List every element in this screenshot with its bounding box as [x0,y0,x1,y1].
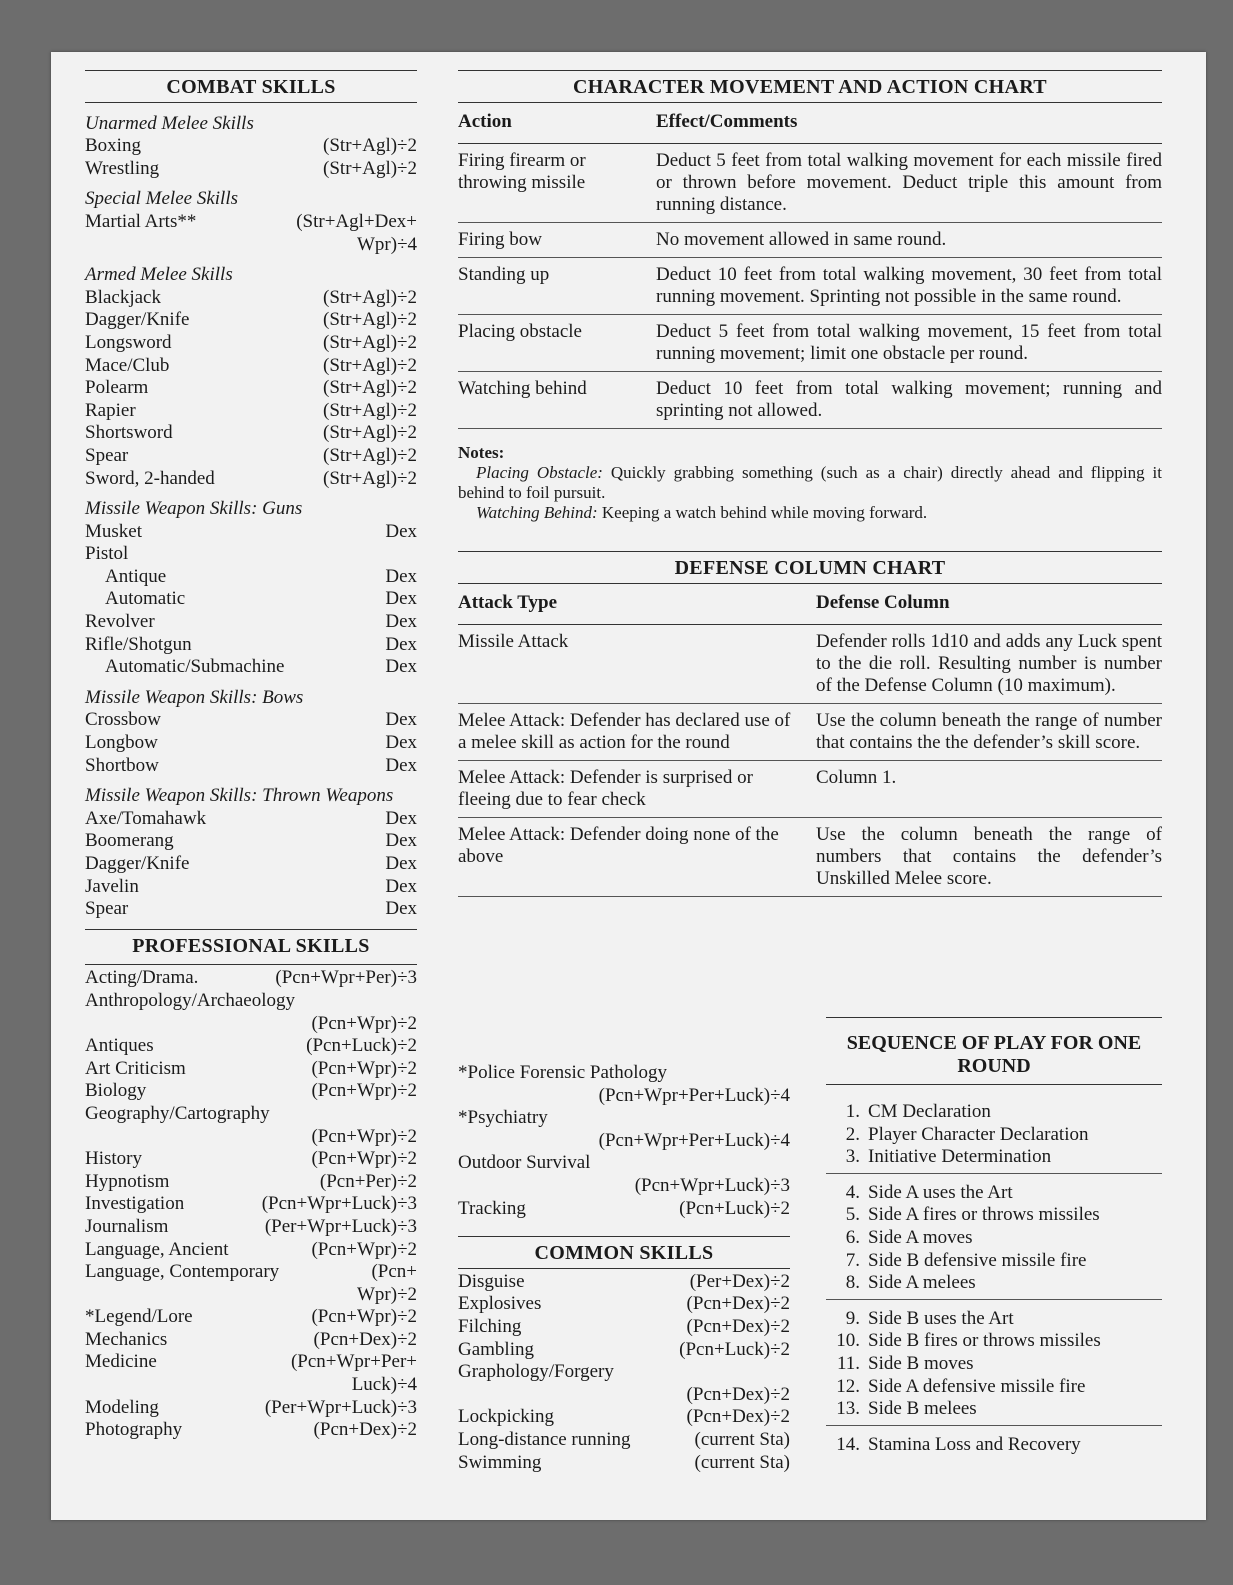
skill-row [85,1080,417,1103]
skill-name: Mace/Club [85,354,170,376]
step-text: CM Declaration [868,1101,991,1122]
skill-formula: (current Sta) [694,1451,790,1473]
skill-row [85,1397,417,1420]
table-cell-text: No movement allowed in same round. [656,223,1162,258]
armed-list [85,287,417,490]
defense-row [458,818,1162,897]
skill-row [85,1306,417,1329]
skill-name: Pistol [85,543,129,565]
notes-label: Notes: [458,443,505,462]
skill-name: Graphology/Forgery [458,1361,614,1383]
step-number: 8. [845,1272,860,1294]
table-cell-text: Deduct 10 feet from total walking movement; running and sprinting not allowed. [656,372,1162,429]
step-number: 9. [845,1307,860,1329]
reference-sheet [51,52,1206,1520]
professional-items-2 [85,1148,417,1261]
skill-row [458,1339,790,1362]
sequence-step [826,1272,1162,1295]
unarmed-list [85,135,417,180]
skill-row [85,1148,417,1171]
skill-name: Rapier [85,399,136,421]
skill-formula: (Str+Agl)÷2 [323,467,417,489]
skill-formula: (Pcn+Wpr+Per+ [290,1351,417,1373]
skill-formula: Dex [385,898,417,920]
movement-row [458,223,1162,258]
skill-name: Shortbow [85,754,159,776]
skill-formula: (Str+Agl)÷2 [323,377,417,399]
skill-row [458,1198,790,1221]
skill-row [85,634,417,657]
table-cell-label: Firing firearm or throwing missile [458,144,656,223]
skill-name: Investigation [85,1193,185,1215]
skill-formula: (Per+Dex)÷2 [689,1270,790,1292]
skill-formula-cont: Wpr)÷4 [356,233,417,255]
skill-name: Outdoor Survival [458,1152,591,1174]
guns-heading: Missile Weapon Skills: Guns [85,498,303,520]
skill-name: Language, Ancient [85,1238,229,1260]
skill-row [85,611,417,634]
skill-formula: (Pcn+Wpr)÷2 [311,1148,417,1170]
note-text: Quickly grabbing something (such as a chair) directly ahead and flipping it behind to foil pursuit. [458,463,1163,502]
skill-row [85,732,417,755]
skill-name: Mechanics [85,1328,168,1350]
skill-formula: (Pcn+Dex)÷2 [686,1383,790,1405]
sequence-step [826,1376,1162,1399]
skill-row [85,1035,417,1058]
skill-row [85,808,417,831]
skill-row [85,1419,417,1442]
skill-formula: Dex [385,520,417,542]
skill-row [85,709,417,732]
skill-row [85,876,417,899]
skill-name: Swimming [458,1451,542,1473]
skill-formula: Dex [385,611,417,633]
step-number: 2. [845,1123,860,1145]
skill-name: Blackjack [85,286,161,308]
skill-row [85,377,417,400]
col-header-defense-column: Defense Column [816,584,1162,625]
defense-row [458,704,1162,761]
table-cell-text: Use the column beneath the range of numbers that contains the defender’s Unskilled Melee score. [816,818,1162,897]
col-header-effect: Effect/Comments [656,103,1162,144]
movement-row [458,315,1162,372]
skill-row [85,400,417,423]
step-number: 6. [845,1226,860,1248]
skill-row [85,1351,417,1374]
skill-name: Gambling [458,1338,534,1360]
skill-name: Boxing [85,135,141,157]
skill-name: Modeling [85,1396,159,1418]
thrown-list [85,808,417,921]
skill-row [85,967,417,990]
sequence-title: SEQUENCE OF PLAY FOR ONE ROUND [826,1017,1162,1085]
step-text: Side A moves [868,1226,973,1248]
skill-formula: (Pcn+Dex)÷2 [686,1293,790,1315]
skill-name: Dagger/Knife [85,309,190,331]
skill-formula: (Str+Agl)÷2 [323,354,417,376]
skill-row [85,1171,417,1194]
table-cell-label: Melee Attack: Defender is surprised or fleeing due to fear check [458,761,816,818]
skill-name: Tracking [458,1197,526,1219]
skill-formula: Dex [385,656,417,678]
combat-skills-title: COMBAT SKILLS [85,70,417,103]
step-text: Player Character Declaration [868,1123,1089,1145]
step-text: Initiative Determination [868,1146,1052,1168]
step-text: Side B uses the Art [868,1307,1014,1329]
skill-row [85,521,417,544]
skill-name: Longsword [85,331,172,353]
step-number: 11. [836,1352,860,1374]
skill-row [458,1452,790,1475]
skill-formula: (Pcn+Wpr)÷2 [311,1125,417,1147]
step-number: 12. [836,1375,860,1397]
skill-row [85,1239,417,1262]
special-heading: Special Melee Skills [85,188,238,210]
skill-name: Rifle/Shotgun [85,633,192,655]
thrown-heading: Missile Weapon Skills: Thrown Weapons [85,785,394,807]
skill-name: Sword, 2-handed [85,467,215,489]
note-watching-behind [458,503,1162,523]
professional-list-1 [85,964,417,1441]
unarmed-heading: Unarmed Melee Skills [85,112,254,134]
sequence-group [826,1182,1162,1300]
table-cell-text: Deduct 10 feet from total walking movement, 30 feet from total running movement. Sprinting not possible in the same round. [656,258,1162,315]
skill-formula: (Str+Agl)÷2 [323,444,417,466]
right-column [458,70,1162,897]
step-number: 3. [845,1146,860,1168]
defense-row [458,761,1162,818]
table-cell-text: Column 1. [816,761,1162,818]
skill-name: Lockpicking [458,1406,555,1428]
step-text: Side A uses the Art [868,1181,1013,1203]
skill-name: *Police Forensic Pathology [458,1062,667,1083]
skill-formula: (Pcn+Dex)÷2 [313,1419,417,1441]
note-text: Keeping a watch behind while moving forward. [597,503,928,522]
skill-row [85,332,417,355]
step-text: Side B melees [868,1398,977,1420]
skill-name: Axe/Tomahawk [85,807,207,829]
skill-name: Javelin [85,875,139,897]
skill-row [458,1429,790,1452]
skill-name: Martial Arts** [85,210,197,232]
defense-table [458,583,1162,897]
skill-name: Wrestling [85,157,160,179]
movement-notes [458,443,1162,523]
skill-name: Crossbow [85,709,162,731]
bows-heading: Missile Weapon Skills: Bows [85,686,304,708]
common-items-1 [458,1271,790,1361]
skill-name: Biology [85,1080,147,1102]
skill-row [85,588,417,611]
skill-formula: (Pcn+Wpr+Per+Luck)÷4 [598,1084,790,1106]
skill-name: Spear [85,444,129,466]
skill-row [458,1293,790,1316]
skill-name: Geography/Cartography [85,1102,270,1124]
armed-heading: Armed Melee Skills [85,264,233,286]
step-text: Side A defensive missile fire [868,1375,1086,1397]
table-cell-text: Use the column beneath the range of number that contains the the defender’s skill score. [816,704,1162,761]
professional-items-1 [85,1035,417,1103]
skill-name: Filching [458,1315,522,1337]
skill-formula: (Str+Agl)÷2 [323,422,417,444]
table-cell-text: Deduct 5 feet from total walking movement for each missile fired or thrown before movement. Deduct triple this amount from running distance. [656,144,1162,223]
skill-name: Journalism [85,1215,169,1237]
table-cell-label: Melee Attack: Defender has declared use of a melee skill as action for the round [458,704,816,761]
skill-formula-cont: Luck)÷4 [351,1374,417,1396]
skill-name: History [85,1148,142,1170]
skill-row [85,898,417,921]
skill-formula: (Pcn+Dex)÷2 [686,1315,790,1337]
skill-row [458,1271,790,1294]
step-number: 7. [845,1249,860,1271]
middle-column [458,1062,790,1474]
step-text: Side B defensive missile fire [868,1249,1087,1271]
step-number: 10. [836,1330,860,1352]
skill-row [85,1193,417,1216]
skill-name: *Legend/Lore [85,1306,193,1328]
skill-name: Antique [105,565,167,587]
skill-formula: (Str+Agl+Dex+ [296,210,417,232]
sequence-step [826,1146,1162,1169]
sequence-group [826,1434,1162,1461]
table-cell-text: Defender rolls 1d10 and adds any Luck spent to the die roll. Resulting number is number of the Defense Column (10 maximum). [816,625,1162,704]
skill-name: Antiques [85,1035,154,1057]
skill-formula: Dex [385,732,417,754]
movement-chart-title: CHARACTER MOVEMENT AND ACTION CHART [458,70,1162,102]
skill-row [458,1316,790,1339]
skill-formula: Dex [385,588,417,610]
skill-name: Musket [85,520,142,542]
table-cell-label: Melee Attack: Defender doing none of the above [458,818,816,897]
skill-formula: (Pcn+Dex)÷2 [313,1328,417,1350]
skill-row [85,1261,417,1284]
skill-formula: (Pcn+ [371,1261,417,1283]
skill-formula: (Str+Agl)÷2 [323,309,417,331]
skill-name: Language, Contemporary [85,1261,280,1283]
skill-formula: Dex [385,807,417,829]
skill-formula: (Pcn+Luck)÷2 [306,1035,417,1057]
skill-formula: (Pcn+Wpr)÷2 [311,1012,417,1034]
common-items-2 [458,1406,790,1474]
note-placing-obstacle [458,463,1162,503]
movement-row [458,144,1162,223]
skill-formula: (current Sta) [694,1428,790,1450]
step-text: Side B moves [868,1352,974,1374]
skill-name: Automatic/Submachine [105,656,285,678]
sequence-step [826,1227,1162,1250]
step-text: Side B fires or throws missiles [868,1330,1101,1352]
skill-formula: (Str+Agl)÷2 [323,399,417,421]
skill-formula: (Pcn+Wpr+Luck)÷3 [261,1193,417,1215]
skill-row [85,287,417,310]
movement-table [458,102,1162,429]
sequence-step [826,1250,1162,1273]
skill-formula: (Pcn+Wpr)÷2 [311,1238,417,1260]
skill-row [85,853,417,876]
skill-formula: (Per+Wpr+Luck)÷3 [264,1396,417,1418]
step-number: 1. [845,1101,860,1122]
table-cell-text: Deduct 5 feet from total walking movement, 15 feet from total running movement; limit one obstacle per round. [656,315,1162,372]
sequence-step [826,1124,1162,1147]
skill-formula: (Pcn+Wpr+Per)÷3 [275,967,417,989]
skill-row [85,1216,417,1239]
skill-formula: (Per+Wpr+Luck)÷3 [264,1215,417,1237]
professional-skills-title: PROFESSIONAL SKILLS [85,929,417,961]
skill-formula: Dex [385,565,417,587]
bows-list [85,709,417,777]
sequence-step [826,1182,1162,1205]
skill-formula: (Str+Agl)÷2 [323,157,417,179]
skill-formula: (Pcn+Luck)÷2 [679,1338,790,1360]
note-term: Watching Behind: [476,503,598,522]
step-number: 14. [836,1433,860,1455]
sequence-step [826,1308,1162,1331]
skill-row [85,1058,417,1081]
skill-row [458,1406,790,1429]
skill-formula: (Pcn+Wpr+Luck)÷3 [634,1174,790,1196]
skill-formula: (Pcn+Wpr)÷2 [311,1057,417,1079]
skill-name: Polearm [85,377,149,399]
skill-name: Longbow [85,732,158,754]
skill-formula: (Pcn+Wpr)÷2 [311,1306,417,1328]
sequence-group [826,1101,1162,1174]
skill-name: Boomerang [85,830,174,852]
skill-row [85,211,417,234]
skill-name: Art Criticism [85,1057,186,1079]
common-skills-title: COMMON SKILLS [458,1236,790,1269]
professional-items-3 [85,1306,417,1351]
skill-formula: Dex [385,709,417,731]
note-term: Placing Obstacle: [476,463,603,482]
skill-formula: Dex [385,633,417,655]
step-text: Side A fires or throws missiles [868,1204,1100,1226]
skill-name: Spear [85,898,129,920]
skill-row [85,135,417,158]
skill-name: Disguise [458,1270,525,1292]
skill-formula: (Pcn+Per)÷2 [319,1170,417,1192]
skill-name: Shortsword [85,422,173,444]
defense-chart-title: DEFENSE COLUMN CHART [458,551,1162,583]
skill-formula: (Pcn+Luck)÷2 [679,1197,790,1219]
col-header-attack-type: Attack Type [458,584,816,625]
skill-row [85,830,417,853]
skill-name: Long-distance running [458,1428,631,1450]
table-cell-label: Watching behind [458,372,656,429]
skill-formula: (Pcn+Dex)÷2 [686,1406,790,1428]
skill-formula: Dex [385,875,417,897]
sequence-groups [826,1101,1162,1460]
sequence-step [826,1204,1162,1227]
defense-row [458,625,1162,704]
table-cell-label: Standing up [458,258,656,315]
skill-row [85,309,417,332]
skill-row [85,422,417,445]
sequence-step [826,1330,1162,1353]
skill-formula: (Str+Agl)÷2 [323,286,417,308]
skill-formula: Dex [385,830,417,852]
skill-row [85,566,417,589]
movement-row [458,372,1162,429]
sequence-step [826,1101,1162,1124]
skill-formula: (Pcn+Wpr+Per+Luck)÷4 [598,1129,790,1151]
table-cell-label: Missile Attack [458,625,816,704]
sequence-group [826,1308,1162,1426]
skill-name: Dagger/Knife [85,853,190,874]
step-text: Side A melees [868,1272,976,1294]
skill-formula: (Str+Agl)÷2 [323,135,417,157]
skill-formula: Dex [385,754,417,776]
skill-formula-cont: Wpr)÷2 [356,1283,417,1305]
skill-row [85,445,417,468]
step-number: 5. [845,1204,860,1226]
skill-name: Acting/Drama. [85,967,199,989]
step-text: Stamina Loss and Recovery [868,1433,1081,1455]
skill-name: *Psychiatry [458,1107,548,1129]
movement-row [458,258,1162,315]
skill-name: Medicine [85,1351,157,1373]
skill-name: Photography [85,1419,183,1441]
skill-name: Revolver [85,611,155,633]
sequence-step [826,1434,1162,1457]
skill-name: Hypnotism [85,1170,170,1192]
skill-formula: Dex [385,853,417,874]
step-number: 13. [836,1398,860,1420]
skill-row [85,755,417,778]
sequence-of-play [826,1017,1162,1468]
step-number: 4. [845,1181,860,1203]
professional-items-4 [85,1397,417,1442]
skill-name: Automatic [105,588,186,610]
table-cell-label: Firing bow [458,223,656,258]
table-cell-label: Placing obstacle [458,315,656,372]
skill-row [85,468,417,491]
skill-row [85,656,417,679]
skill-row [85,158,417,181]
skill-formula: (Str+Agl)÷2 [323,331,417,353]
skill-name: Explosives [458,1293,542,1315]
sequence-step [826,1353,1162,1376]
skill-row [85,1329,417,1352]
col-header-action: Action [458,103,656,144]
sequence-step [826,1398,1162,1421]
skill-row [85,355,417,378]
skill-formula: (Pcn+Wpr)÷2 [311,1080,417,1102]
left-column [85,70,417,1442]
skill-name: Anthropology/Archaeology [85,989,296,1011]
